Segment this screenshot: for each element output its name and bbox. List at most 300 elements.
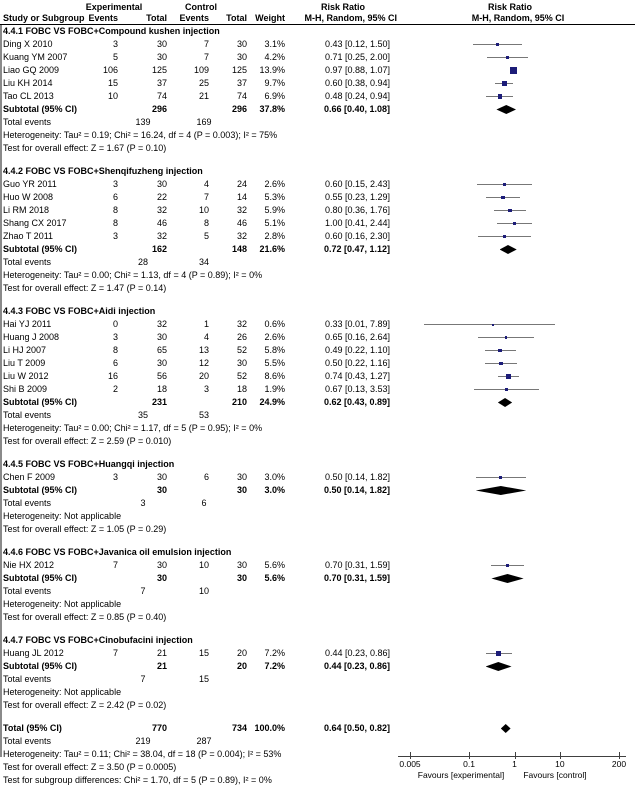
favours-right-label: Favours [control]	[523, 770, 587, 780]
subtotal-row	[0, 396, 635, 409]
spacer-row	[0, 536, 635, 546]
heterogeneity-note	[0, 686, 635, 699]
ci-cell: 0.50 [0.22, 1.16]	[324, 358, 390, 368]
e1-cell: 6	[112, 358, 118, 368]
e1-cell: 8	[112, 205, 118, 215]
column-group-experimental: Experimental	[85, 2, 143, 12]
study-row	[0, 204, 635, 217]
spacer-row	[0, 712, 635, 722]
ci-cell: 0.43 [0.12, 1.50]	[324, 39, 390, 49]
ci-cell: 0.49 [0.22, 1.10]	[324, 345, 390, 355]
t1-cell: 32	[156, 205, 167, 215]
study-row	[0, 357, 635, 370]
t2-cell: 20	[236, 648, 247, 658]
heterogeneity-note-text: Heterogeneity: Tau² = 0.00; Chi² = 1.13, df = 4 (P = 0.89); I² = 0%	[3, 270, 263, 280]
t2-cell: 30	[236, 485, 247, 495]
t2-cell: 37	[236, 78, 247, 88]
e2-cell: 7	[203, 192, 209, 202]
t2-cell: 210	[231, 397, 247, 407]
subgroup-title: 4.4.7 FOBC VS FOBC+Cinobufacini injection	[3, 635, 193, 645]
subgroup-title-row	[0, 546, 635, 559]
pooled-diamond	[491, 574, 523, 583]
e1-cell: 16	[107, 371, 118, 381]
t1-cell: 162	[151, 244, 167, 254]
ci-cell: 0.48 [0.24, 0.94]	[324, 91, 390, 101]
study-label: Liu W 2012	[3, 371, 49, 381]
e1-cell: 7	[112, 648, 118, 658]
t2-cell: 30	[236, 52, 247, 62]
column-weight: Weight	[255, 13, 285, 23]
t1-cell: 30	[156, 332, 167, 342]
column-group-control: Control	[185, 2, 217, 12]
t2-cell: 125	[231, 65, 247, 75]
pooled-diamond	[501, 724, 511, 733]
e2-cell: 7	[203, 52, 209, 62]
study-row	[0, 559, 635, 572]
t2-cell: 32	[236, 205, 247, 215]
x-axis-tick-label: 1	[512, 759, 517, 769]
study-label: Shang CX 2017	[3, 218, 67, 228]
wt-cell: 5.6%	[264, 573, 285, 583]
e2-cell: 20	[198, 371, 209, 381]
e1-cell: 2	[112, 384, 118, 394]
effect-square	[498, 349, 502, 353]
x-axis-tick-label: 0.1	[463, 759, 475, 769]
pooled-diamond	[486, 662, 512, 671]
subtotal-row-label: Subtotal (95% CI)	[3, 397, 78, 407]
wt-cell: 8.6%	[264, 371, 285, 381]
favours-left-label: Favours [experimental]	[417, 770, 505, 780]
t1-cell: 770	[151, 723, 167, 733]
study-row	[0, 217, 635, 230]
ci-cell: 0.72 [0.47, 1.12]	[323, 244, 390, 254]
study-row	[0, 370, 635, 383]
column-study-or-subgroup: Study or Subgroup	[3, 13, 85, 23]
study-label: Huang J 2008	[3, 332, 60, 342]
t1-cell: 296	[151, 104, 167, 114]
subgroup-title: 4.4.6 FOBC VS FOBC+Javanica oil emulsion injection	[3, 547, 232, 557]
t2-cell: 26	[236, 332, 247, 342]
wt-cell: 5.5%	[264, 358, 285, 368]
e1-cell: 8	[112, 345, 118, 355]
subtotal-row-label: Subtotal (95% CI)	[3, 661, 78, 671]
subgroup-title: 4.4.2 FOBC VS FOBC+Shenqifuzheng injection	[3, 166, 203, 176]
total-events-label: Total events	[3, 736, 52, 746]
study-label: Liu T 2009	[3, 358, 46, 368]
ctrl-total-events: 287	[196, 736, 212, 746]
subgroup-diff-note	[0, 774, 635, 787]
total-events-row	[0, 673, 635, 686]
wt-cell: 9.7%	[264, 78, 285, 88]
study-label: Li RM 2018	[3, 205, 50, 215]
subtotal-row	[0, 572, 635, 585]
pooled-diamond	[500, 245, 517, 254]
subtotal-row-label: Subtotal (95% CI)	[3, 485, 78, 495]
total-events-label: Total events	[3, 498, 52, 508]
subgroup-diff-note-text: Test for subgroup differences: Chi² = 1.70, df = 5 (P = 0.89), I² = 0%	[3, 775, 272, 785]
subtotal-row-label: Subtotal (95% CI)	[3, 104, 78, 114]
wt-cell: 2.8%	[264, 231, 285, 241]
effect-square	[492, 324, 494, 326]
column-group-risk-ratio: Risk Ratio	[320, 2, 365, 12]
effect-square	[513, 222, 517, 226]
t2-cell: 52	[236, 345, 247, 355]
study-label: Tao CL 2013	[3, 91, 54, 101]
spacer-row	[0, 448, 635, 458]
t2-cell: 30	[236, 358, 247, 368]
ci-cell: 0.60 [0.38, 0.94]	[324, 78, 390, 88]
t2-cell: 30	[236, 39, 247, 49]
total-events-label: Total events	[3, 117, 52, 127]
heterogeneity-note	[0, 598, 635, 611]
effect-square	[506, 56, 509, 59]
subgroup-title-row	[0, 25, 635, 38]
wt-cell: 6.9%	[264, 91, 285, 101]
subtotal-row	[0, 243, 635, 256]
ci-cell: 0.62 [0.43, 0.89]	[323, 397, 390, 407]
column-exp-total: Total	[146, 13, 167, 23]
wt-cell: 2.6%	[264, 179, 285, 189]
t2-cell: 18	[236, 384, 247, 394]
e2-cell: 12	[198, 358, 209, 368]
t1-cell: 32	[156, 319, 167, 329]
e1-cell: 0	[112, 319, 118, 329]
ctrl-total-events: 6	[201, 498, 207, 508]
effect-square	[508, 209, 512, 213]
overall-effect-note-text: Test for overall effect: Z = 3.50 (P = 0.0005)	[3, 762, 177, 772]
study-row	[0, 471, 635, 484]
t2-cell: 14	[236, 192, 247, 202]
e2-cell: 4	[203, 179, 209, 189]
effect-square	[506, 374, 511, 379]
overall-effect-note-text: Test for overall effect: Z = 1.67 (P = 0.10)	[3, 143, 167, 153]
subgroup-title-row	[0, 165, 635, 178]
x-axis-tick-label: 200	[611, 759, 627, 769]
study-label: Guo YR 2011	[3, 179, 57, 189]
overall-effect-note-text: Test for overall effect: Z = 1.05 (P = 0.29)	[3, 524, 167, 534]
e1-cell: 7	[112, 560, 118, 570]
ctrl-total-events: 169	[196, 117, 212, 127]
t1-cell: 30	[156, 573, 167, 583]
ci-cell: 0.71 [0.25, 2.00]	[324, 52, 390, 62]
wt-cell: 7.2%	[264, 661, 285, 671]
overall-effect-note-text: Test for overall effect: Z = 2.59 (P = 0.010)	[3, 436, 172, 446]
subgroup-title-row	[0, 458, 635, 471]
study-row	[0, 230, 635, 243]
forest-rows	[0, 25, 635, 787]
e2-cell: 25	[198, 78, 209, 88]
total-events-label: Total events	[3, 674, 52, 684]
pooled-diamond	[498, 398, 512, 407]
total-events-row	[0, 116, 635, 129]
wt-cell: 3.0%	[264, 485, 285, 495]
study-label: Zhao T 2011	[3, 231, 54, 241]
wt-cell: 5.6%	[264, 560, 285, 570]
exp-total-events: 3	[140, 498, 146, 508]
subgroup-title: 4.4.3 FOBC VS FOBC+Aidi injection	[3, 306, 156, 316]
wt-cell: 13.9%	[259, 65, 285, 75]
effect-square	[505, 388, 507, 390]
wt-cell: 5.9%	[264, 205, 285, 215]
subtotal-row	[0, 484, 635, 497]
t2-cell: 20	[236, 661, 247, 671]
study-row	[0, 51, 635, 64]
e1-cell: 3	[112, 231, 118, 241]
ci-cell: 0.50 [0.14, 1.82]	[323, 485, 390, 495]
study-row	[0, 90, 635, 103]
ctrl-total-events: 10	[198, 586, 209, 596]
ctrl-total-events: 15	[198, 674, 209, 684]
e1-cell: 8	[112, 218, 118, 228]
wt-cell: 7.2%	[264, 648, 285, 658]
exp-total-events: 35	[137, 410, 148, 420]
exp-total-events: 28	[137, 257, 148, 267]
total-events-row	[0, 585, 635, 598]
exp-total-events: 219	[135, 736, 151, 746]
study-row	[0, 38, 635, 51]
overall-effect-note	[0, 142, 635, 155]
ci-cell: 0.33 [0.01, 7.89]	[324, 319, 390, 329]
total-events-row	[0, 497, 635, 510]
e1-cell: 3	[112, 472, 118, 482]
total-row-label: Total (95% CI)	[3, 723, 62, 733]
ci-cell: 0.55 [0.23, 1.29]	[324, 192, 390, 202]
exp-total-events: 7	[140, 586, 146, 596]
t2-cell: 734	[231, 723, 247, 733]
study-label: Nie HX 2012	[3, 560, 55, 570]
subgroup-title-row	[0, 634, 635, 647]
effect-square	[496, 43, 499, 46]
total-events-row	[0, 409, 635, 422]
t2-cell: 32	[236, 231, 247, 241]
subtotal-row	[0, 103, 635, 116]
x-axis-tick-label: 0.005	[399, 759, 421, 769]
overall-effect-note	[0, 761, 635, 774]
overall-effect-note-text: Test for overall effect: Z = 1.47 (P = 0.14)	[3, 283, 167, 293]
t1-cell: 30	[156, 472, 167, 482]
study-row	[0, 191, 635, 204]
ci-cell: 0.66 [0.40, 1.08]	[323, 104, 390, 114]
subtotal-row	[0, 660, 635, 673]
t2-cell: 148	[231, 244, 247, 254]
e1-cell: 3	[112, 332, 118, 342]
t1-cell: 30	[156, 179, 167, 189]
e1-cell: 5	[112, 52, 118, 62]
study-label: Kuang YM 2007	[3, 52, 68, 62]
study-row	[0, 77, 635, 90]
t1-cell: 125	[151, 65, 167, 75]
study-label: Ding X 2010	[3, 39, 53, 49]
study-row	[0, 331, 635, 344]
study-label: Liu KH 2014	[3, 78, 53, 88]
ci-cell: 0.50 [0.14, 1.82]	[324, 472, 390, 482]
study-label: Huang JL 2012	[3, 648, 64, 658]
ci-cell: 0.70 [0.31, 1.59]	[323, 573, 390, 583]
t1-cell: 18	[156, 384, 167, 394]
t1-cell: 30	[156, 485, 167, 495]
e2-cell: 15	[198, 648, 209, 658]
study-label: Shi B 2009	[3, 384, 48, 394]
e1-cell: 3	[112, 39, 118, 49]
ctrl-total-events: 53	[198, 410, 209, 420]
study-row	[0, 178, 635, 191]
wt-cell: 100.0%	[254, 723, 285, 733]
e1-cell: 6	[112, 192, 118, 202]
wt-cell: 5.8%	[264, 345, 285, 355]
t2-cell: 296	[231, 104, 247, 114]
t1-cell: 65	[156, 345, 167, 355]
wt-cell: 3.0%	[264, 472, 285, 482]
heterogeneity-note-text: Heterogeneity: Not applicable	[3, 687, 122, 697]
e1-cell: 15	[107, 78, 118, 88]
pooled-diamond	[476, 486, 527, 495]
ci-cell: 0.74 [0.43, 1.27]	[324, 371, 390, 381]
e2-cell: 6	[203, 472, 209, 482]
study-label: Chen F 2009	[3, 472, 56, 482]
plot-method-title: M-H, Random, 95% CI	[471, 13, 565, 23]
t2-cell: 74	[236, 91, 247, 101]
ci-cell: 0.60 [0.15, 2.43]	[324, 179, 390, 189]
t1-cell: 74	[156, 91, 167, 101]
total-events-label: Total events	[3, 586, 52, 596]
overall-effect-note	[0, 435, 635, 448]
e2-cell: 13	[198, 345, 209, 355]
effect-square	[503, 235, 506, 238]
e2-cell: 21	[198, 91, 209, 101]
wt-cell: 4.2%	[264, 52, 285, 62]
overall-effect-note	[0, 282, 635, 295]
ci-cell: 0.60 [0.16, 2.30]	[324, 231, 390, 241]
t1-cell: 37	[156, 78, 167, 88]
heterogeneity-note	[0, 129, 635, 142]
t1-cell: 21	[156, 648, 167, 658]
t1-cell: 56	[156, 371, 167, 381]
total-events-label: Total events	[3, 257, 52, 267]
t1-cell: 30	[156, 52, 167, 62]
t1-cell: 30	[156, 560, 167, 570]
e1-cell: 106	[102, 65, 118, 75]
effect-square	[498, 94, 502, 98]
t2-cell: 30	[236, 560, 247, 570]
e2-cell: 109	[193, 65, 209, 75]
column-ctrl-events: Events	[179, 13, 209, 23]
total-row	[0, 722, 635, 735]
overall-effect-note	[0, 523, 635, 536]
subtotal-row-label: Subtotal (95% CI)	[3, 244, 78, 254]
wt-cell: 1.9%	[264, 384, 285, 394]
heterogeneity-note	[0, 269, 635, 282]
ci-cell: 0.44 [0.23, 0.86]	[324, 648, 390, 658]
spacer-row	[0, 295, 635, 305]
ci-cell: 0.64 [0.50, 0.82]	[323, 723, 390, 733]
t1-cell: 22	[156, 192, 167, 202]
t1-cell: 32	[156, 231, 167, 241]
ci-cell: 0.70 [0.31, 1.59]	[324, 560, 390, 570]
exp-total-events: 7	[140, 674, 146, 684]
ci-line	[424, 324, 556, 325]
wt-cell: 3.1%	[264, 39, 285, 49]
study-row	[0, 383, 635, 396]
e2-cell: 5	[203, 231, 209, 241]
total-events-row	[0, 256, 635, 269]
study-row	[0, 344, 635, 357]
x-axis-tick-label: 10	[555, 759, 565, 769]
spacer-row	[0, 624, 635, 634]
t2-cell: 32	[236, 319, 247, 329]
heterogeneity-note-text: Heterogeneity: Not applicable	[3, 599, 122, 609]
spacer-row	[0, 155, 635, 165]
t1-cell: 231	[151, 397, 167, 407]
study-label: Huo W 2008	[3, 192, 54, 202]
effect-square	[503, 183, 506, 186]
ci-cell: 0.44 [0.23, 0.86]	[323, 661, 390, 671]
study-label: Li HJ 2007	[3, 345, 47, 355]
t2-cell: 52	[236, 371, 247, 381]
pooled-diamond	[496, 105, 516, 114]
column-exp-events: Events	[88, 13, 118, 23]
subgroup-title: 4.4.5 FOBC VS FOBC+Huangqi injection	[3, 459, 175, 469]
study-row	[0, 647, 635, 660]
overall-effect-note-text: Test for overall effect: Z = 0.85 (P = 0.40)	[3, 612, 167, 622]
ci-cell: 0.67 [0.13, 3.53]	[324, 384, 390, 394]
effect-square	[499, 362, 503, 366]
column-ci: M-H, Random, 95% CI	[304, 13, 397, 23]
t2-cell: 30	[236, 472, 247, 482]
wt-cell: 2.6%	[264, 332, 285, 342]
effect-square	[510, 67, 517, 74]
effect-square	[505, 336, 508, 339]
e2-cell: 8	[203, 218, 209, 228]
e2-cell: 1	[203, 319, 209, 329]
e2-cell: 10	[198, 205, 209, 215]
ci-cell: 0.65 [0.16, 2.64]	[324, 332, 390, 342]
wt-cell: 24.9%	[259, 397, 285, 407]
subtotal-row-label: Subtotal (95% CI)	[3, 573, 78, 583]
t2-cell: 30	[236, 573, 247, 583]
wt-cell: 5.3%	[264, 192, 285, 202]
wt-cell: 21.6%	[259, 244, 285, 254]
study-row	[0, 318, 635, 331]
e2-cell: 7	[203, 39, 209, 49]
t1-cell: 46	[156, 218, 167, 228]
total-events-row	[0, 735, 635, 748]
plot-effect-title: Risk Ratio	[487, 2, 532, 12]
heterogeneity-note-text: Heterogeneity: Tau² = 0.11; Chi² = 38.04, df = 18 (P = 0.004); I² = 53%	[3, 749, 282, 759]
heterogeneity-note	[0, 422, 635, 435]
heterogeneity-note-text: Heterogeneity: Tau² = 0.19; Chi² = 16.24, df = 4 (P = 0.003); I² = 75%	[3, 130, 278, 140]
study-label: Liao GQ 2009	[3, 65, 60, 75]
e1-cell: 10	[107, 91, 118, 101]
subgroup-title: 4.4.1 FOBC VS FOBC+Compound kushen injection	[3, 26, 220, 36]
effect-square	[499, 476, 502, 479]
heterogeneity-note	[0, 510, 635, 523]
overall-effect-note	[0, 699, 635, 712]
t2-cell: 46	[236, 218, 247, 228]
t1-cell: 21	[156, 661, 167, 671]
ci-cell: 1.00 [0.41, 2.44]	[324, 218, 390, 228]
e2-cell: 10	[198, 560, 209, 570]
heterogeneity-note	[0, 748, 635, 761]
heterogeneity-note-text: Heterogeneity: Not applicable	[3, 511, 122, 521]
study-label: Hai YJ 2011	[3, 319, 52, 329]
overall-effect-note-text: Test for overall effect: Z = 2.42 (P = 0.02)	[3, 700, 167, 710]
t1-cell: 30	[156, 39, 167, 49]
heterogeneity-note-text: Heterogeneity: Tau² = 0.00; Chi² = 1.17, df = 5 (P = 0.95); I² = 0%	[3, 423, 263, 433]
effect-square	[501, 196, 505, 200]
e1-cell: 3	[112, 179, 118, 189]
effect-square	[506, 564, 510, 568]
effect-square	[502, 81, 507, 86]
